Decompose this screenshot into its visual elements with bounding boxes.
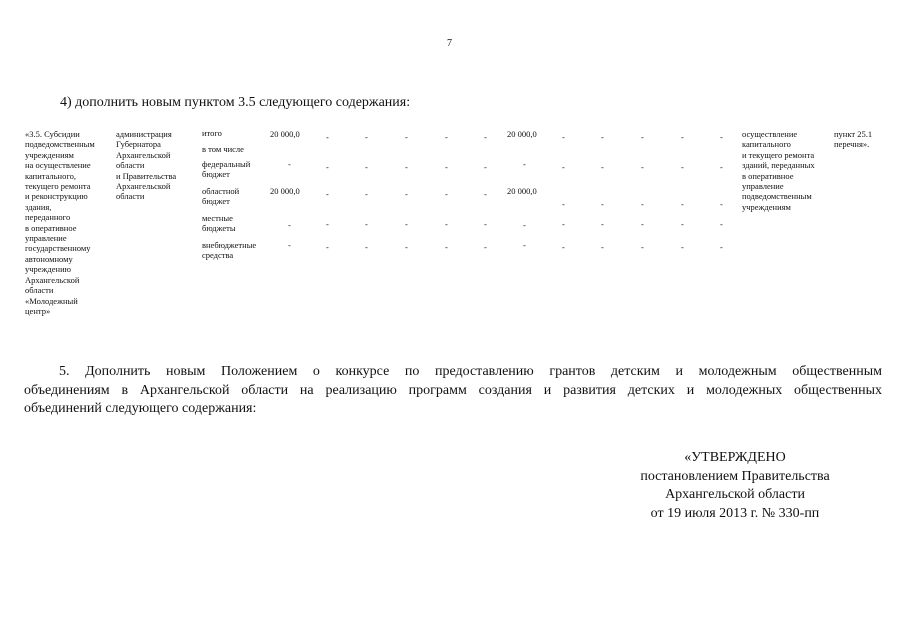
table-dash: -	[326, 132, 329, 142]
table-total-itogo: 20 000,0	[270, 129, 300, 139]
table-dash: -	[681, 162, 684, 172]
table-dash: -	[445, 219, 448, 229]
table-dash: -	[445, 162, 448, 172]
table-dash: -	[326, 189, 329, 199]
table-dash: -	[720, 132, 723, 142]
item-5-paragraph	[24, 363, 882, 419]
table-total-regional: 20 000,0	[270, 186, 300, 196]
table-dash: -	[681, 219, 684, 229]
table-dash: -	[484, 242, 487, 252]
table-dash: -	[445, 189, 448, 199]
item-5-line-2: объединениям в Архангельской области на реализацию программ создания и развития детских и молодежных общественных	[24, 382, 882, 398]
table-dash: -	[405, 219, 408, 229]
table-dash: -	[601, 162, 604, 172]
table-dash: -	[326, 162, 329, 172]
table-source-itogo: итого	[202, 128, 222, 138]
table-dash: -	[445, 242, 448, 252]
table-col-executor: администрация Губернатора Архангельской области и Правительства Архангельской области	[116, 129, 177, 202]
table-dash: -	[365, 189, 368, 199]
table-2014-regional: 20 000,0	[507, 186, 537, 196]
table-dash: -	[405, 242, 408, 252]
approval-line-1: «УТВЕРЖДЕНО	[684, 450, 786, 465]
table-dash: -	[326, 242, 329, 252]
table-dash: -	[326, 219, 329, 229]
table-dash: -	[445, 132, 448, 142]
table-total-federal: -	[288, 159, 291, 169]
table-source-local: местные бюджеты	[202, 213, 236, 234]
table-dash: -	[562, 199, 565, 209]
table-dash: -	[601, 132, 604, 142]
approval-line-4: от 19 июля 2013 г. № 330-пп	[650, 505, 820, 521]
table-dash: -	[601, 199, 604, 209]
table-col-name: «3.5. Субсидии подведомственным учреждениям на осуществление капитального, текущего ремонта и реконструкцию здания, переданного в оперативное управление государственному автономному учреждению Архангельской области «Молодежный центр»	[25, 129, 95, 316]
table-dash: -	[405, 162, 408, 172]
table-dash: -	[720, 242, 723, 252]
table-dash: -	[720, 199, 723, 209]
table-dash: -	[601, 219, 604, 229]
table-dash: -	[365, 219, 368, 229]
table-2014-itogo: 20 000,0	[507, 129, 537, 139]
item-5-line-1: 5. Дополнить новым Положением о конкурсе по предоставлению грантов детским и молодежным общественным	[59, 364, 882, 379]
table-2014-local: -	[523, 220, 526, 230]
table-dash: -	[641, 132, 644, 142]
table-dash: -	[562, 219, 565, 229]
page-number: 7	[447, 38, 452, 49]
approval-stamp	[600, 449, 870, 523]
table-dash: -	[484, 162, 487, 172]
table-col-link: пункт 25.1 перечня».	[834, 129, 873, 150]
table-total-local: -	[288, 220, 291, 230]
table-source-incl: в том числе	[202, 144, 244, 154]
approval-line-3: Архангельской области	[665, 487, 805, 502]
table-dash: -	[681, 199, 684, 209]
item-5-line-3: объединений следующего содержания:	[24, 401, 257, 416]
table-dash: -	[681, 242, 684, 252]
table-dash: -	[484, 219, 487, 229]
table-dash: -	[484, 189, 487, 199]
item-4-heading: 4) дополнить новым пунктом 3.5 следующего содержания:	[60, 95, 411, 110]
table-dash: -	[641, 199, 644, 209]
table-dash: -	[641, 242, 644, 252]
table-col-result: осуществление капитального и текущего ремонта зданий, переданных в оперативное управление подведомственным учреждениям	[742, 129, 815, 212]
table-2014-offbudget: -	[523, 240, 526, 250]
table-dash: -	[641, 162, 644, 172]
table-dash: -	[601, 242, 604, 252]
table-2014-federal: -	[523, 159, 526, 169]
table-dash: -	[720, 162, 723, 172]
table-dash: -	[562, 242, 565, 252]
table-dash: -	[405, 132, 408, 142]
table-dash: -	[484, 132, 487, 142]
table-dash: -	[641, 219, 644, 229]
table-dash: -	[720, 219, 723, 229]
table-source-offbudget: внебюджетные средства	[202, 240, 257, 261]
table-dash: -	[365, 162, 368, 172]
table-source-regional: областной бюджет	[202, 186, 240, 207]
table-dash: -	[365, 132, 368, 142]
table-dash: -	[405, 189, 408, 199]
table-dash: -	[681, 132, 684, 142]
approval-line-2: постановлением Правительства	[640, 468, 830, 484]
table-dash: -	[365, 242, 368, 252]
table-dash: -	[562, 132, 565, 142]
table-total-offbudget: -	[288, 240, 291, 250]
table-source-federal: федеральный бюджет	[202, 159, 251, 180]
table-dash: -	[562, 162, 565, 172]
